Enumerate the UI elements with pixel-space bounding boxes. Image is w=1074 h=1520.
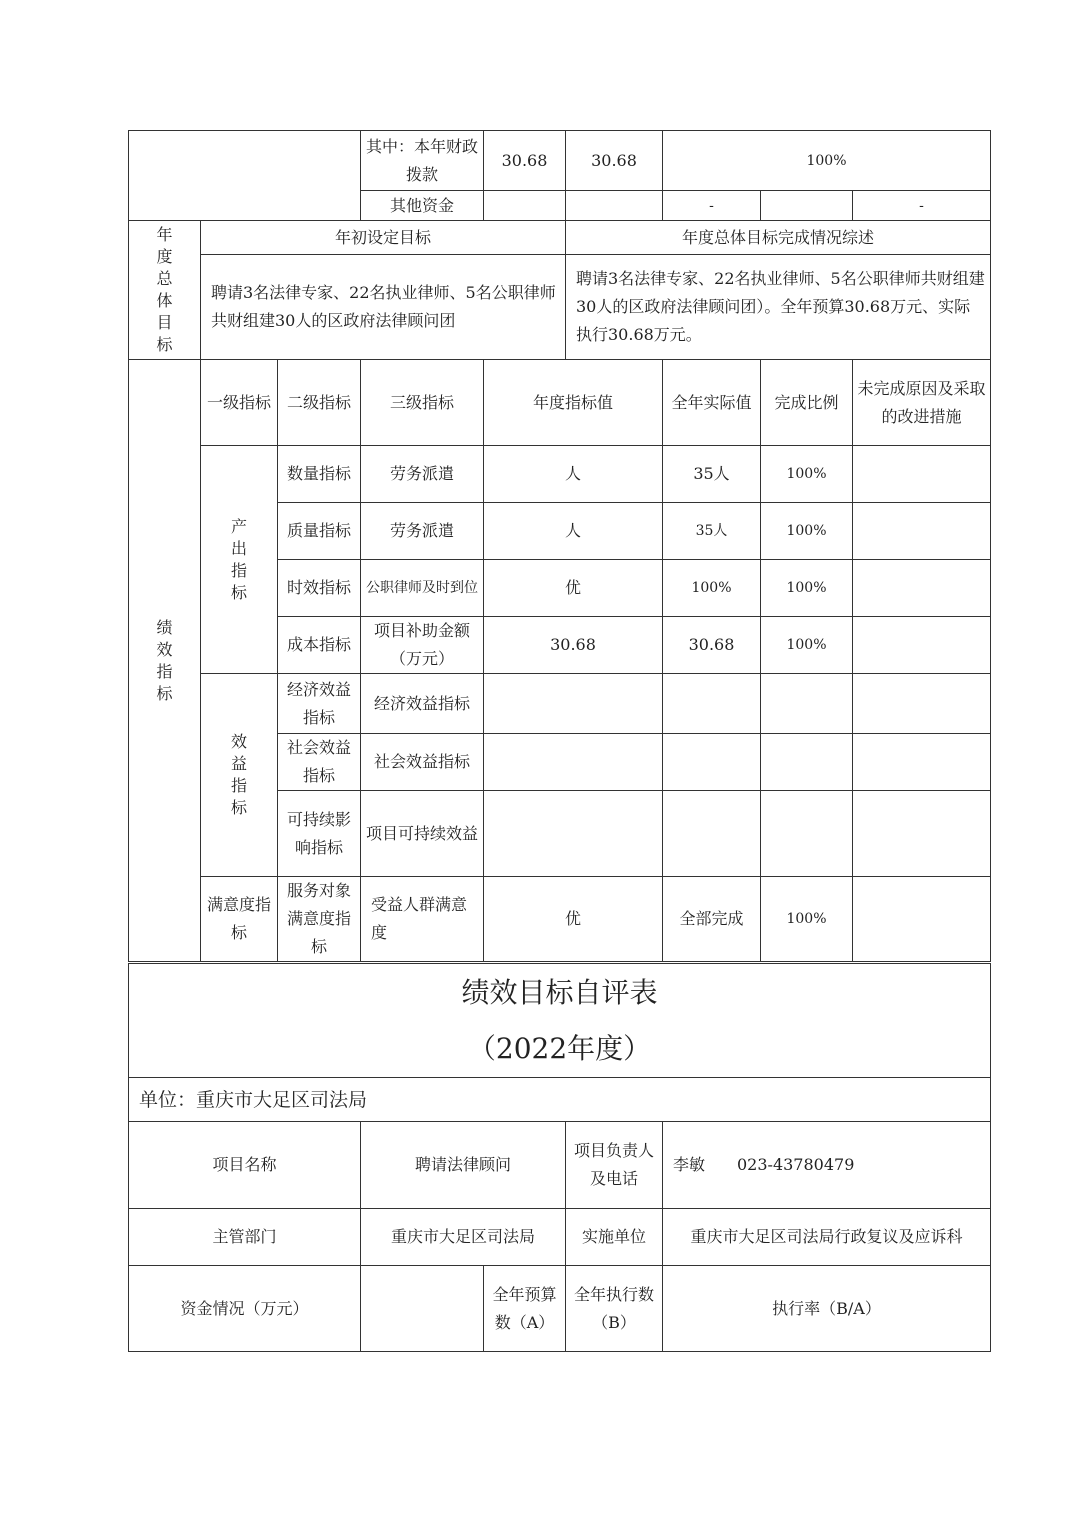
level2-cell: 服务对象满意度指标 bbox=[278, 877, 361, 962]
header-level1: 一级指标 bbox=[201, 360, 278, 446]
impl-label: 实施单位 bbox=[566, 1209, 663, 1266]
budget-label: 全年预算数（A） bbox=[484, 1266, 566, 1352]
target-cell bbox=[484, 734, 663, 791]
ratio-cell: 100% bbox=[761, 560, 853, 617]
other-funds-label: 其他资金 bbox=[361, 191, 484, 221]
level2-cell: 经济效益指标 bbox=[278, 674, 361, 734]
fiscal-rate: 100% bbox=[663, 131, 991, 191]
ratio-cell bbox=[761, 791, 853, 877]
actual-cell: 35人 bbox=[663, 503, 761, 560]
exec-label: 全年执行数（B） bbox=[566, 1266, 663, 1352]
reason-cell bbox=[853, 503, 991, 560]
level2-cell: 时效指标 bbox=[278, 560, 361, 617]
level3-cell: 社会效益指标 bbox=[361, 734, 484, 791]
reason-cell bbox=[853, 560, 991, 617]
project-name-value: 聘请法律顾问 bbox=[361, 1122, 566, 1209]
level3-cell: 项目可持续效益 bbox=[361, 791, 484, 877]
reason-cell bbox=[853, 734, 991, 791]
target-cell bbox=[484, 674, 663, 734]
header-level3: 三级指标 bbox=[361, 360, 484, 446]
header-reason: 未完成原因及采取的改进措施 bbox=[853, 360, 991, 446]
ratio-cell: 100% bbox=[761, 617, 853, 674]
rate-label: 执行率（B/A） bbox=[663, 1266, 991, 1352]
other-empty bbox=[761, 191, 853, 221]
actual-cell bbox=[663, 674, 761, 734]
table-row bbox=[129, 674, 991, 734]
actual-cell: 30.68 bbox=[663, 617, 761, 674]
dept-value: 重庆市大足区司法局 bbox=[361, 1209, 566, 1266]
blank-cell bbox=[129, 131, 361, 221]
header-actual: 全年实际值 bbox=[663, 360, 761, 446]
form-title: 绩效目标自评表 bbox=[461, 975, 658, 1009]
table-row bbox=[129, 877, 991, 962]
target-cell: 人 bbox=[484, 446, 663, 503]
reason-cell bbox=[853, 791, 991, 877]
reason-cell bbox=[853, 877, 991, 962]
level2-cell: 可持续影响指标 bbox=[278, 791, 361, 877]
target-cell: 优 bbox=[484, 560, 663, 617]
self-evaluation-form bbox=[128, 963, 991, 1352]
fiscal-budget: 30.68 bbox=[484, 131, 566, 191]
header-target: 年度指标值 bbox=[484, 360, 663, 446]
other-budget bbox=[484, 191, 566, 221]
actual-cell: 100% bbox=[663, 560, 761, 617]
leader-value: 李敏 023-43780479 bbox=[663, 1122, 991, 1209]
target-cell: 人 bbox=[484, 503, 663, 560]
level3-cell: 劳务派遣 bbox=[361, 503, 484, 560]
ratio-cell: 100% bbox=[761, 446, 853, 503]
other-dash-1: - bbox=[663, 191, 761, 221]
fiscal-label: 其中：本年财政拨款 bbox=[361, 131, 484, 191]
fiscal-exec: 30.68 bbox=[566, 131, 663, 191]
target-cell: 优 bbox=[484, 877, 663, 962]
actual-cell bbox=[663, 791, 761, 877]
perf-side-label: 绩 效 指 标 bbox=[129, 360, 201, 962]
target-cell bbox=[484, 791, 663, 877]
actual-cell: 35人 bbox=[663, 446, 761, 503]
level2-cell: 质量指标 bbox=[278, 503, 361, 560]
goal-summary-header: 年度总体目标完成情况综述 bbox=[566, 221, 991, 255]
ratio-cell: 100% bbox=[761, 503, 853, 560]
reason-cell bbox=[853, 674, 991, 734]
level3-cell: 项目补助金额（万元） bbox=[361, 617, 484, 674]
actual-cell: 全部完成 bbox=[663, 877, 761, 962]
table-row bbox=[129, 446, 991, 503]
level2-cell: 成本指标 bbox=[278, 617, 361, 674]
ratio-cell bbox=[761, 674, 853, 734]
level3-cell: 公职律师及时到位 bbox=[361, 560, 484, 617]
level2-cell: 数量指标 bbox=[278, 446, 361, 503]
annual-goal-side-label: 年 度 总 体 目 标 bbox=[129, 221, 201, 360]
target-cell: 30.68 bbox=[484, 617, 663, 674]
satisfaction-indicator-label: 满意度指标 bbox=[201, 877, 278, 962]
header-ratio: 完成比例 bbox=[761, 360, 853, 446]
actual-cell bbox=[663, 734, 761, 791]
form-title-block bbox=[129, 964, 991, 1078]
level2-cell: 社会效益指标 bbox=[278, 734, 361, 791]
goal-summary-text: 聘请3名法律专家、22名执业律师、5名公职律师共财组建30人的区政府法律顾问团）。全年预算30.68万元、实际执行30.68万元。 bbox=[566, 255, 991, 360]
performance-table bbox=[128, 130, 991, 962]
unit-line: 单位：重庆市大足区司法局 bbox=[129, 1078, 991, 1122]
initial-goal-header: 年初设定目标 bbox=[201, 221, 566, 255]
form-year: （2022年度） bbox=[467, 1031, 652, 1065]
fund-empty bbox=[361, 1266, 484, 1352]
fund-label: 资金情况（万元） bbox=[129, 1266, 361, 1352]
level3-cell: 受益人群满意度 bbox=[361, 877, 484, 962]
other-exec bbox=[566, 191, 663, 221]
ratio-cell: 100% bbox=[761, 877, 853, 962]
output-indicator-label: 产 出 指 标 bbox=[201, 446, 278, 674]
reason-cell bbox=[853, 617, 991, 674]
leader-label: 项目负责人及电话 bbox=[566, 1122, 663, 1209]
benefit-indicator-label: 效 益 指 标 bbox=[201, 674, 278, 877]
level3-cell: 劳务派遣 bbox=[361, 446, 484, 503]
initial-goal-text: 聘请3名法律专家、22名执业律师、5名公职律师共财组建30人的区政府法律顾问团 bbox=[201, 255, 566, 360]
reason-cell bbox=[853, 446, 991, 503]
dept-label: 主管部门 bbox=[129, 1209, 361, 1266]
impl-value: 重庆市大足区司法局行政复议及应诉科 bbox=[663, 1209, 991, 1266]
level3-cell: 经济效益指标 bbox=[361, 674, 484, 734]
header-level2: 二级指标 bbox=[278, 360, 361, 446]
other-dash-2: - bbox=[853, 191, 991, 221]
project-name-label: 项目名称 bbox=[129, 1122, 361, 1209]
ratio-cell bbox=[761, 734, 853, 791]
